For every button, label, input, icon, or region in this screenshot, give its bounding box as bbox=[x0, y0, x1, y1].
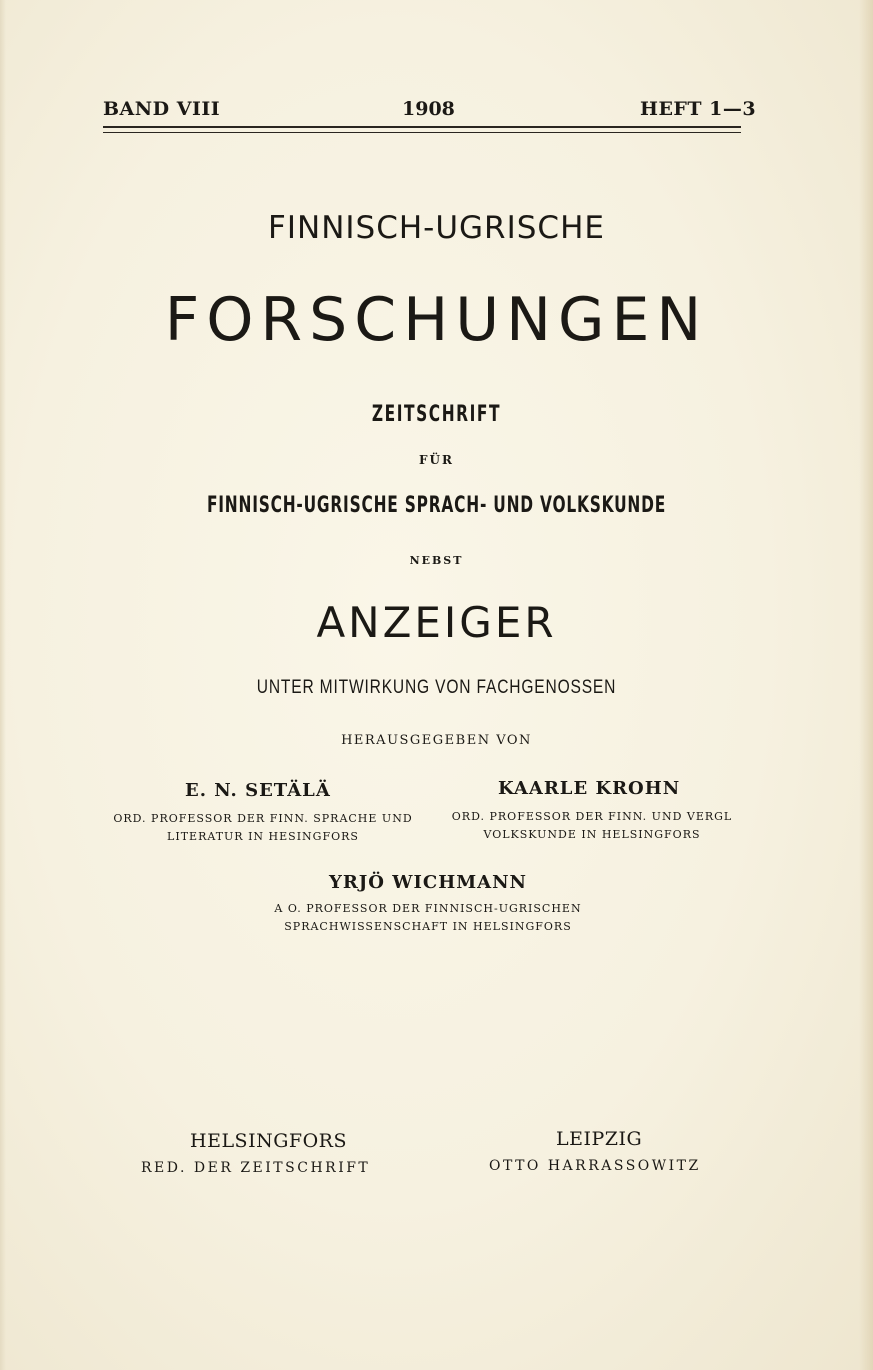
editor-name-wichmann: YRJÖ WICHMANN bbox=[328, 872, 528, 893]
editor-desc-line: ORD. PROFESSOR DER FINN. UND VERGL bbox=[451, 810, 733, 823]
journal-title-line1: FINNISCH-UGRISCHE bbox=[268, 210, 605, 246]
publisher-name-harrassowitz: OTTO HARRASSOWITZ bbox=[489, 1158, 701, 1174]
issue-label: HEFT 1—3 bbox=[640, 98, 757, 120]
editor-name-setala: E. N. SETÄLÄ bbox=[185, 780, 331, 801]
editor-desc-line: SPRACHWISSENSCHAFT IN HELSINGFORS bbox=[284, 920, 572, 933]
subject-line: FINNISCH-UGRISCHE SPRACH- UND VOLKSKUNDE bbox=[206, 493, 667, 518]
editor-desc-line: ORD. PROFESSOR DER FINN. SPRACHE UND bbox=[113, 812, 413, 825]
nebst-label: NEBST bbox=[409, 554, 464, 567]
editor-desc-line: VOLKSKUNDE IN HELSINGFORS bbox=[483, 828, 701, 841]
editor-desc-wichmann bbox=[0, 900, 856, 936]
header-rule-top bbox=[103, 126, 741, 128]
publisher-city-helsingfors: HELSINGFORS bbox=[190, 1130, 347, 1152]
journal-title-line2: FORSCHUNGEN bbox=[164, 285, 709, 355]
volume-label: BAND VIII bbox=[103, 98, 221, 120]
year-label: 1908 bbox=[402, 98, 455, 120]
editor-desc-line: LITERATUR IN HESINGFORS bbox=[167, 830, 359, 843]
editor-desc-line: A O. PROFESSOR DER FINNISCH-UGRISCHEN bbox=[274, 902, 582, 915]
publisher-city-leipzig: LEIPZIG bbox=[556, 1128, 643, 1150]
fur-label: FÜR bbox=[419, 453, 454, 467]
mitwirkung-line: UNTER MITWIRKUNG VON FACHGENOSSEN bbox=[256, 677, 617, 698]
editor-name-krohn: KAARLE KROHN bbox=[498, 778, 681, 799]
editor-desc-setala bbox=[108, 810, 418, 846]
header-rule-bottom bbox=[103, 132, 741, 133]
editor-desc-krohn bbox=[442, 808, 742, 844]
herausgegeben-label: HERAUSGEGEBEN VON bbox=[341, 733, 532, 748]
zeitschrift-label: ZEITSCHRIFT bbox=[371, 402, 502, 427]
anzeiger-title: ANZEIGER bbox=[316, 598, 557, 647]
publisher-name-redaktion: RED. DER ZEITSCHRIFT bbox=[141, 1160, 371, 1176]
